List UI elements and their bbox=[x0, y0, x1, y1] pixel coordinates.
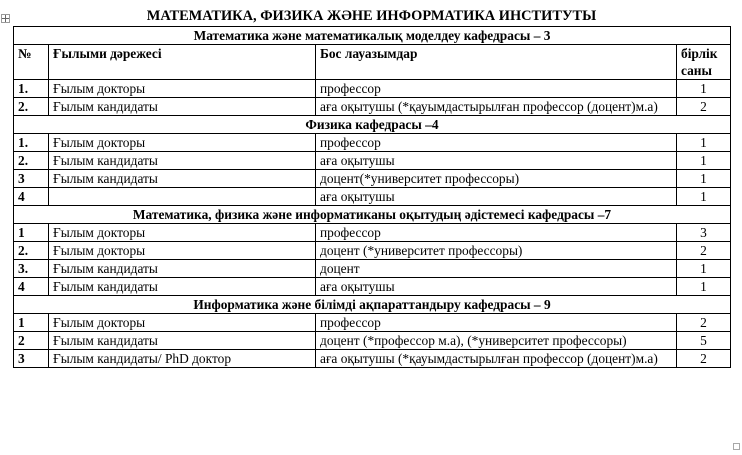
row-number: 2. bbox=[14, 98, 49, 116]
header-count-line1: бірлік bbox=[681, 46, 718, 61]
table-row bbox=[14, 170, 731, 188]
row-degree: Ғылым докторы bbox=[49, 224, 316, 242]
header-position: Бос лауазымдар bbox=[316, 45, 677, 80]
row-number: 2. bbox=[14, 242, 49, 260]
row-position: доцент(*университет профессоры) bbox=[316, 170, 677, 188]
table-row bbox=[14, 80, 731, 98]
department-row bbox=[14, 27, 731, 45]
row-position: аға оқытушы (*қауымдастырылған профессор (доцент)м.а) bbox=[316, 98, 677, 116]
row-degree: Ғылым кандидаты bbox=[49, 260, 316, 278]
row-degree: Ғылым докторы bbox=[49, 80, 316, 98]
row-position: аға оқытушы bbox=[316, 152, 677, 170]
row-number: 4 bbox=[14, 188, 49, 206]
table-row bbox=[14, 224, 731, 242]
row-number: 3 bbox=[14, 350, 49, 368]
table-row bbox=[14, 350, 731, 368]
department-name: Информатика және білімді ақпараттандыру кафедрасы – 9 bbox=[14, 296, 731, 314]
row-position: профессор bbox=[316, 80, 677, 98]
document-title: МАТЕМАТИКА, ФИЗИКА ЖӘНЕ ИНФОРМАТИКА ИНСТИТУТЫ bbox=[146, 8, 597, 24]
row-position: аға оқытушы bbox=[316, 278, 677, 296]
row-degree: Ғылым кандидаты bbox=[49, 278, 316, 296]
header-count-line2: саны bbox=[681, 63, 712, 78]
row-number: 3 bbox=[14, 170, 49, 188]
row-count: 1 bbox=[677, 170, 731, 188]
row-number: 1 bbox=[14, 224, 49, 242]
row-count: 2 bbox=[677, 350, 731, 368]
row-degree: Ғылым докторы bbox=[49, 314, 316, 332]
row-position: профессор bbox=[316, 314, 677, 332]
row-count: 2 bbox=[677, 242, 731, 260]
row-position: профессор bbox=[316, 134, 677, 152]
row-position: доцент (*университет профессоры) bbox=[316, 242, 677, 260]
row-count: 1 bbox=[677, 260, 731, 278]
department-name: Математика және математикалық моделдеу кафедрасы – 3 bbox=[14, 27, 731, 45]
row-count: 2 bbox=[677, 98, 731, 116]
table-row bbox=[14, 134, 731, 152]
row-count: 1 bbox=[677, 278, 731, 296]
row-count: 1 bbox=[677, 134, 731, 152]
row-position: аға оқытушы bbox=[316, 188, 677, 206]
row-number: 1. bbox=[14, 134, 49, 152]
row-degree: Ғылым кандидаты bbox=[49, 152, 316, 170]
row-count: 5 bbox=[677, 332, 731, 350]
header-num: № bbox=[14, 45, 49, 80]
department-row bbox=[14, 296, 731, 314]
header-row bbox=[14, 45, 731, 80]
row-count: 1 bbox=[677, 152, 731, 170]
row-degree: Ғылым докторы bbox=[49, 242, 316, 260]
row-degree: Ғылым кандидаты/ PhD доктор bbox=[49, 350, 316, 368]
table-row bbox=[14, 332, 731, 350]
row-position: доцент (*профессор м.а), (*университет профессоры) bbox=[316, 332, 677, 350]
vacancies-table bbox=[13, 26, 731, 368]
table-row bbox=[14, 98, 731, 116]
row-degree: Ғылым докторы bbox=[49, 134, 316, 152]
table-resize-handle[interactable] bbox=[733, 443, 740, 450]
table-row bbox=[14, 278, 731, 296]
row-count: 2 bbox=[677, 314, 731, 332]
row-position: доцент bbox=[316, 260, 677, 278]
row-number: 4 bbox=[14, 278, 49, 296]
table-row bbox=[14, 314, 731, 332]
table-row bbox=[14, 188, 731, 206]
row-count: 3 bbox=[677, 224, 731, 242]
row-degree bbox=[49, 188, 316, 206]
department-row bbox=[14, 116, 731, 134]
row-degree: Ғылым кандидаты bbox=[49, 332, 316, 350]
header-count bbox=[677, 45, 731, 80]
row-number: 1. bbox=[14, 80, 49, 98]
row-position: профессор bbox=[316, 224, 677, 242]
header-degree: Ғылыми дәрежесі bbox=[49, 45, 316, 80]
row-number: 2. bbox=[14, 152, 49, 170]
table-row bbox=[14, 260, 731, 278]
row-number: 1 bbox=[14, 314, 49, 332]
row-count: 1 bbox=[677, 80, 731, 98]
row-degree: Ғылым кандидаты bbox=[49, 98, 316, 116]
row-degree: Ғылым кандидаты bbox=[49, 170, 316, 188]
table-move-handle[interactable] bbox=[1, 14, 10, 23]
table-row bbox=[14, 242, 731, 260]
table-body bbox=[14, 27, 731, 368]
table-row bbox=[14, 152, 731, 170]
move-arrows-icon bbox=[2, 15, 9, 22]
row-count: 1 bbox=[677, 188, 731, 206]
department-row bbox=[14, 206, 731, 224]
row-position: аға оқытушы (*қауымдастырылған профессор (доцент)м.а) bbox=[316, 350, 677, 368]
row-number: 2 bbox=[14, 332, 49, 350]
department-name: Математика, физика және информатиканы оқытудың әдістемесі кафедрасы –7 bbox=[14, 206, 731, 224]
department-name: Физика кафедрасы –4 bbox=[14, 116, 731, 134]
row-number: 3. bbox=[14, 260, 49, 278]
